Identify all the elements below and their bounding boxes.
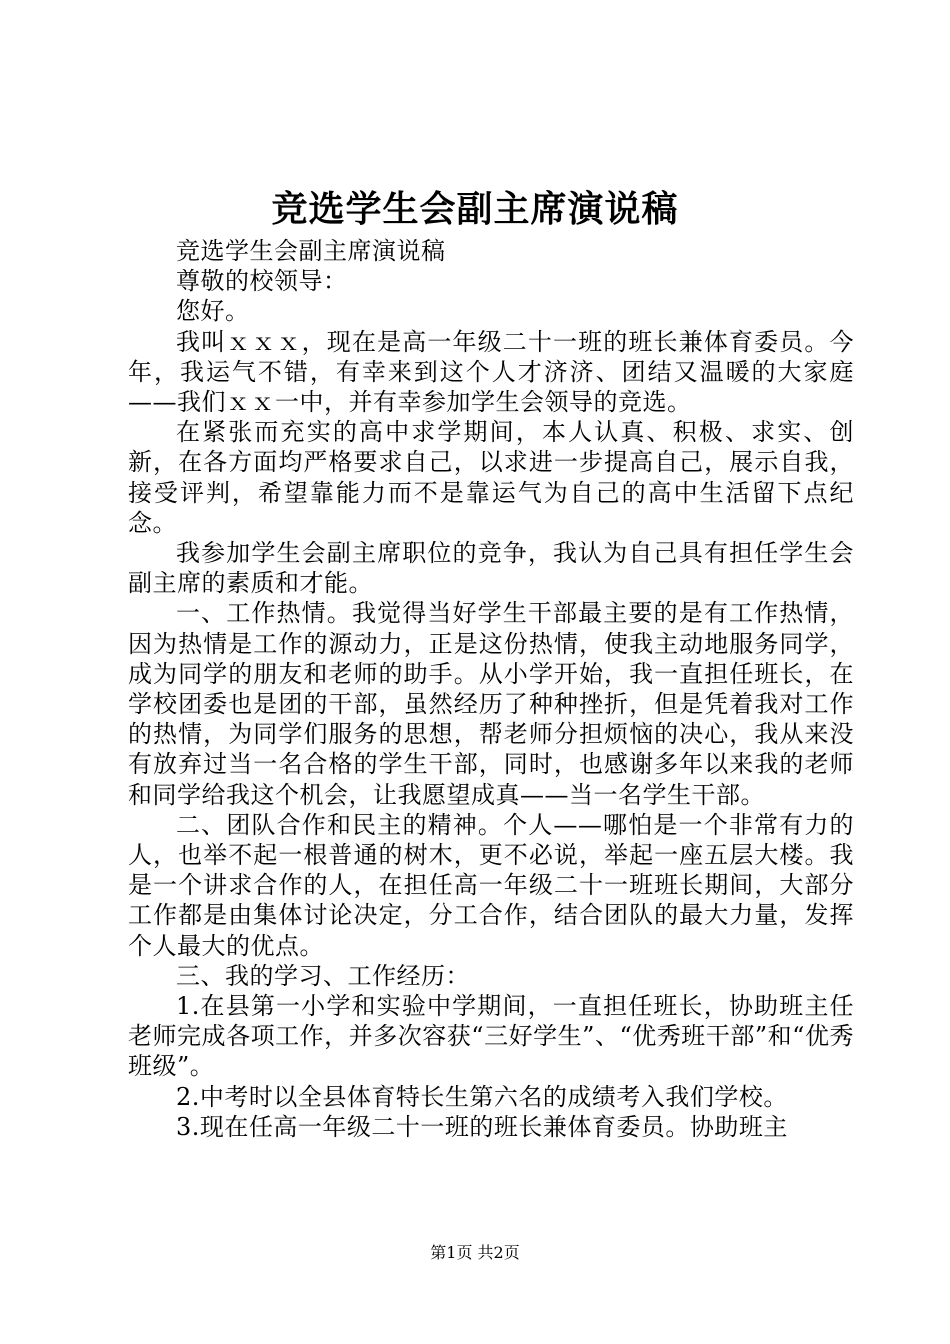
paragraph-candidacy: 我参加学生会副主席职位的竞争，我认为自己具有担任学生会副主席的素质和才能。	[128, 539, 854, 598]
paragraph-subtitle: 竞选学生会副主席演说稿	[176, 237, 446, 265]
page-number-footer: 第1页 共2页	[430, 1243, 520, 1262]
paragraph-work-enthusiasm: 一、工作热情。我觉得当好学生干部最主要的是有工作热情，因为热情是工作的源动力，正是这份热情，使我主动地服务同学，成为同学的朋友和老师的助手。从小学开始，我一直担任班长，在学校团委也是团的干部，虽然经历了种种挫折，但是凭着我对工作的热情，为同学们服务的思想，帮老师分担烦恼的决心，我从来没有放弃过当一名合格的学生干部，同时，也感谢多年以来我的老师和同学给我这个机会，让我愿望成真——当一名学生干部。	[128, 599, 854, 809]
document-title: 竞选学生会副主席演说稿	[271, 188, 679, 230]
paragraph-experience-item-3: 3.现在任高一年级二十一班的班长兼体育委员。协助班主	[176, 1112, 788, 1141]
document-body	[128, 236, 854, 1142]
paragraph-study-period: 在紧张而充实的高中求学期间，本人认真、积极、求实、创新，在各方面均严格要求自己，以求进一步提高自己，展示自我，接受评判，希望靠能力而不是靠运气为自己的高中生活留下点纪念。	[128, 418, 854, 537]
paragraph-teamwork: 二、团队合作和民主的精神。个人——哪怕是一个非常有力的人，也举不起一根普通的树木，更不必说，举起一座五层大楼。我是一个讲求合作的人，在担任高一年级二十一班班长期间，大部分工作都是由集体讨论决定，分工合作，结合团队的最大力量，发挥个人最大的优点。	[128, 810, 854, 960]
paragraph-experience-item-1: 1.在县第一小学和实验中学期间，一直担任班长，协助班主任老师完成各项工作，并多次容获“三好学生”、“优秀班干部”和“优秀班级”。	[128, 992, 854, 1081]
paragraph-introduction: 我叫ｘｘｘ，现在是高一年级二十一班的班长兼体育委员。今年，我运气不错，有幸来到这个人才济济、团结又温暖的大家庭——我们ｘｘ一中，并有幸参加学生会领导的竞选。	[128, 327, 854, 417]
paragraph-greeting: 您好。	[176, 297, 250, 326]
paragraph-salutation: 尊敬的校领导：	[176, 267, 348, 296]
paragraph-experience-heading: 三、我的学习、工作经历：	[176, 961, 470, 990]
paragraph-experience-item-2: 2.中考时以全县体育特长生第六名的成绩考入我们学校。	[176, 1082, 788, 1111]
